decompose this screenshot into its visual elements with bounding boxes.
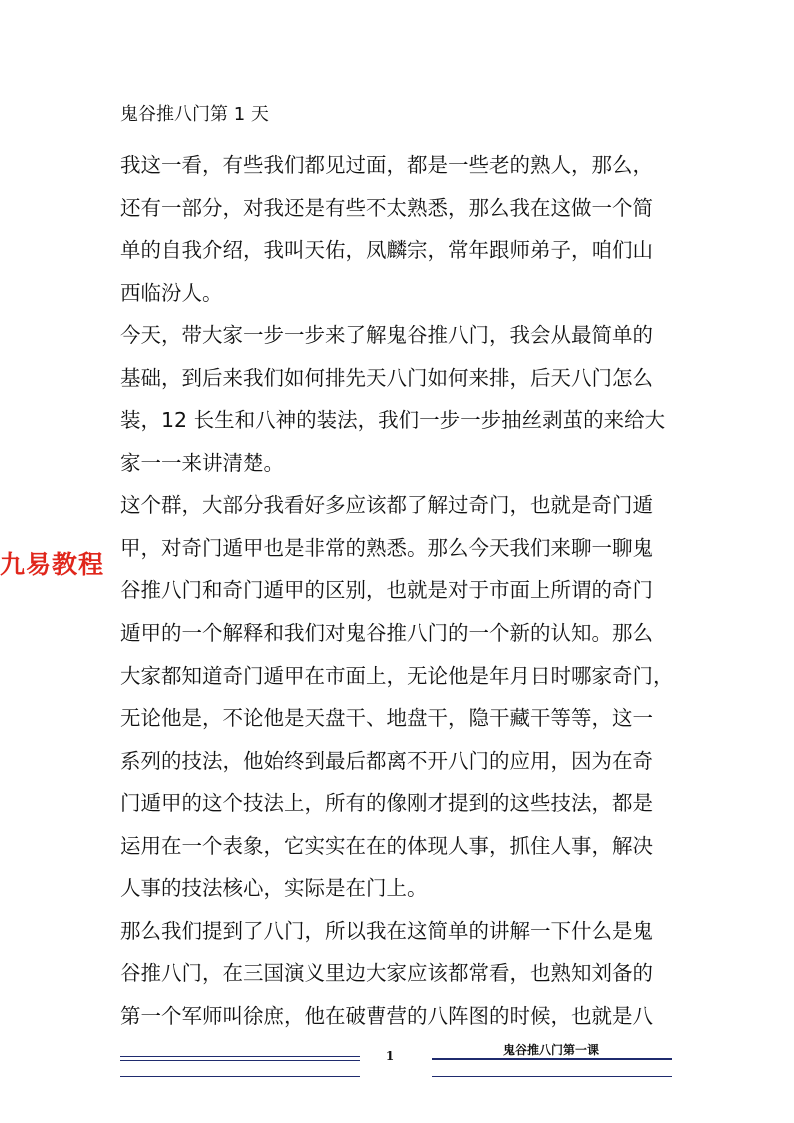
- body-line: 还有一部分，对我还是有些不太熟悉，那么我在这做一个简: [120, 195, 653, 220]
- body-line: 门遁甲的这个技法上，所有的像刚才提到的这些技法，都是: [120, 791, 653, 816]
- page-number: 1: [385, 1049, 395, 1063]
- body-line: 第一个军师叫徐庶，他在破曹营的八阵图的时候，也就是八: [120, 1003, 653, 1028]
- body-line: 系列的技法，他始终到最后都离不开八门的应用，因为在奇: [120, 748, 653, 773]
- footer-title: 鬼谷推八门第一课: [503, 1043, 600, 1057]
- body-line: 单的自我介绍，我叫天佑，凤麟宗，常年跟师弟子，咱们山: [120, 238, 653, 263]
- body-line: 谷推八门，在三国演义里边大家应该都常看，也熟知刘备的: [120, 961, 653, 986]
- body-line: 甲，对奇门遁甲也是非常的熟悉。那么今天我们来聊一聊鬼: [120, 535, 653, 560]
- body-line: 人事的技法核心，实际是在门上。: [120, 876, 428, 901]
- body-line: 西临汾人。: [120, 280, 223, 305]
- footer-rule: [120, 1056, 360, 1057]
- document-title: 鬼谷推八门第 1 天: [120, 104, 269, 125]
- footer-rule: [120, 1060, 360, 1061]
- body-line: 无论他是，不论他是天盘干、地盘干，隐干藏干等等，这一: [120, 706, 653, 731]
- body-line: 装，12 长生和八神的装法，我们一步一步抽丝剥茧的来给大: [120, 408, 666, 433]
- body-line: 我这一看，有些我们都见过面，都是一些老的熟人，那么，: [120, 153, 653, 177]
- body-line: 遁甲的一个解释和我们对鬼谷推八门的一个新的认知。那么: [120, 621, 653, 646]
- body-line: 这个群，大部分我看好多应该都了解过奇门，也就是奇门遁: [120, 493, 653, 518]
- footer-rule: [432, 1058, 672, 1060]
- footer-rule: [120, 1076, 360, 1077]
- body-line: 大家都知道奇门遁甲在市面上，无论他是年月日时哪家奇门，: [120, 663, 674, 688]
- watermark-label: 九易教程: [0, 550, 105, 579]
- body-line: 家一一来讲清楚。: [120, 450, 284, 475]
- body-line: 基础，到后来我们如何排先天八门如何来排，后天八门怎么: [120, 365, 653, 390]
- document-body: [120, 144, 680, 1037]
- body-line: 今天，带大家一步一步来了解鬼谷推八门，我会从最简单的: [120, 323, 653, 348]
- body-line: 运用在一个表象，它实实在在的体现人事，抓住人事，解决: [120, 833, 653, 858]
- body-line: 那么我们提到了八门，所以我在这简单的讲解一下什么是鬼: [120, 918, 653, 943]
- footer-rule: [432, 1076, 672, 1077]
- body-line: 谷推八门和奇门遁甲的区别，也就是对于市面上所谓的奇门: [120, 578, 653, 603]
